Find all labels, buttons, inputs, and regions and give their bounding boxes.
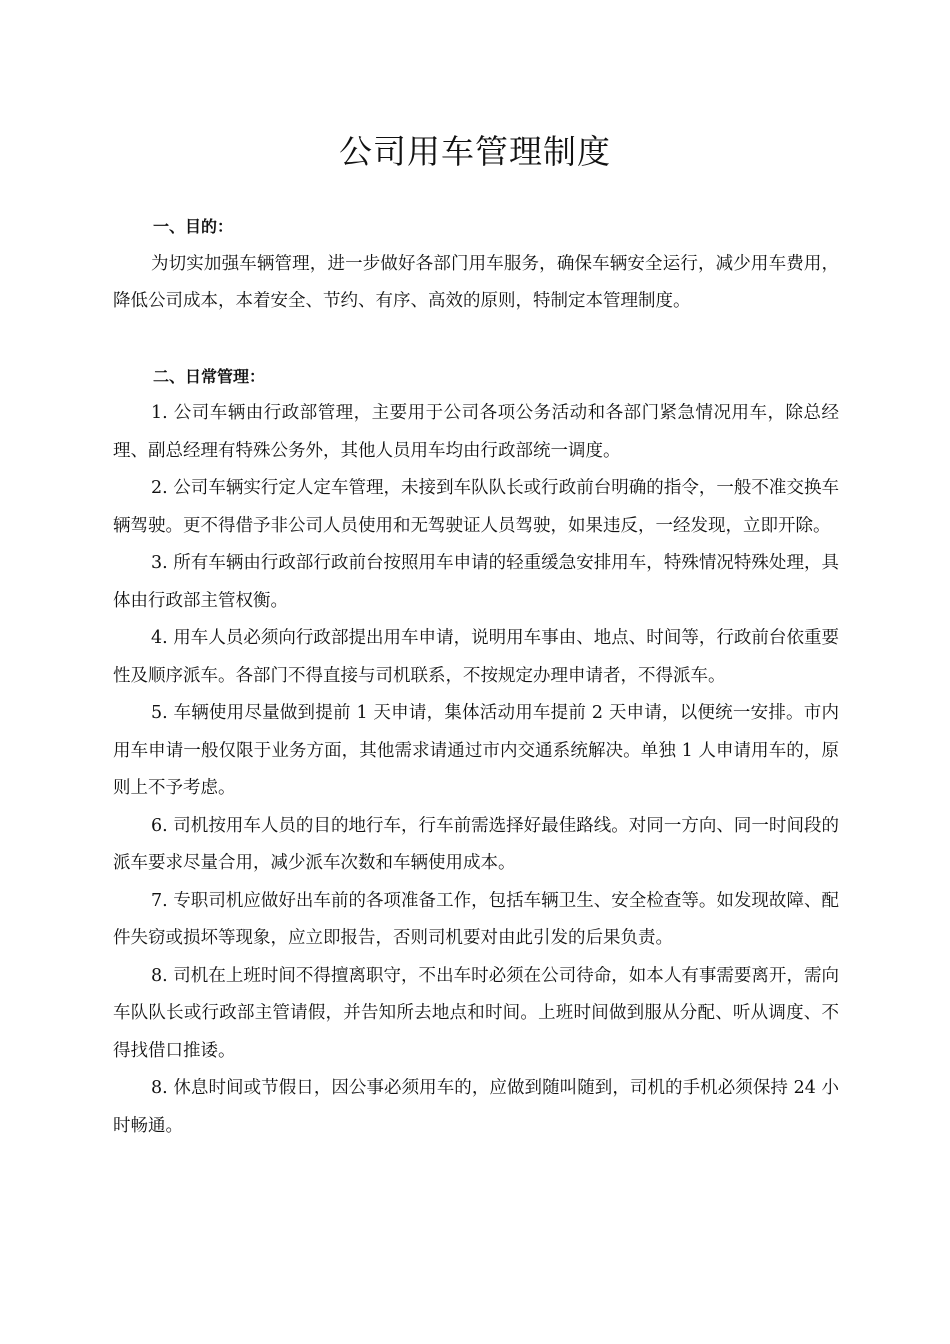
rule-item-3: 3. 所有车辆由行政部行政前台按照用车申请的轻重缓急安排用车，特殊情况特殊处理，具体由行政部主管权衡。 <box>113 553 839 611</box>
rule-item-1: 1. 公司车辆由行政部管理，主要用于公司各项公务活动和各部门紧急情况用车，除总经理、副总经理有特殊公务外，其他人员用车均由行政部统一调度。 <box>113 403 839 461</box>
document-body <box>113 208 839 1145</box>
rule-item-8: 8. 司机在上班时间不得擅离职守，不出车时必须在公司待命，如本人有事需要离开，需向车队队长或行政部主管请假，并告知所去地点和时间。上班时间做到服从分配、听从调度、不得找借口推诿。 <box>113 965 839 1061</box>
rule-item-6: 6. 司机按用车人员的目的地行车，行车前需选择好最佳路线。对同一方向、同一时间段的派车要求尽量合用，减少派车次数和车辆使用成本。 <box>113 815 839 873</box>
rule-item-7: 7. 专职司机应做好出车前的各项准备工作，包括车辆卫生、安全检查等。如发现故障、配件失窃或损坏等现象，应立即报告，否则司机要对由此引发的后果负责。 <box>113 890 839 948</box>
section-heading-purpose: 一、目的： <box>153 217 234 236</box>
rule-item-5: 5. 车辆使用尽量做到提前 1 天申请，集体活动用车提前 2 天申请，以便统一安排。市内用车申请一般仅限于业务方面，其他需求请通过市内交通系统解决。单独 1 人申请用车的，原则上不予考虑。 <box>113 703 839 798</box>
document-title: 公司用车管理制度 <box>339 132 611 171</box>
section-heading-daily-management: 二、日常管理： <box>153 366 266 386</box>
rule-item-2: 2. 公司车辆实行定人定车管理，未接到车队队长或行政前台明确的指令，一般不准交换车辆驾驶。更不得借予非公司人员使用和无驾驶证人员驾驶，如果违反，一经发现，立即开除。 <box>113 478 839 536</box>
rule-item-8b: 8. 休息时间或节假日，因公事必须用车的，应做到随叫随到，司机的手机必须保持 24 小时畅通。 <box>113 1078 839 1136</box>
rule-item-4: 4. 用车人员必须向行政部提出用车申请，说明用车事由、地点、时间等，行政前台依重要性及顺序派车。各部门不得直接与司机联系，不按规定办理申请者，不得派车。 <box>113 628 839 686</box>
purpose-paragraph: 为切实加强车辆管理，进一步做好各部门用车服务，确保车辆安全运行，减少用车费用，降低公司成本，本着安全、节约、有序、高效的原则，特制定本管理制度。 <box>113 253 839 311</box>
section-spacer <box>113 321 839 358</box>
